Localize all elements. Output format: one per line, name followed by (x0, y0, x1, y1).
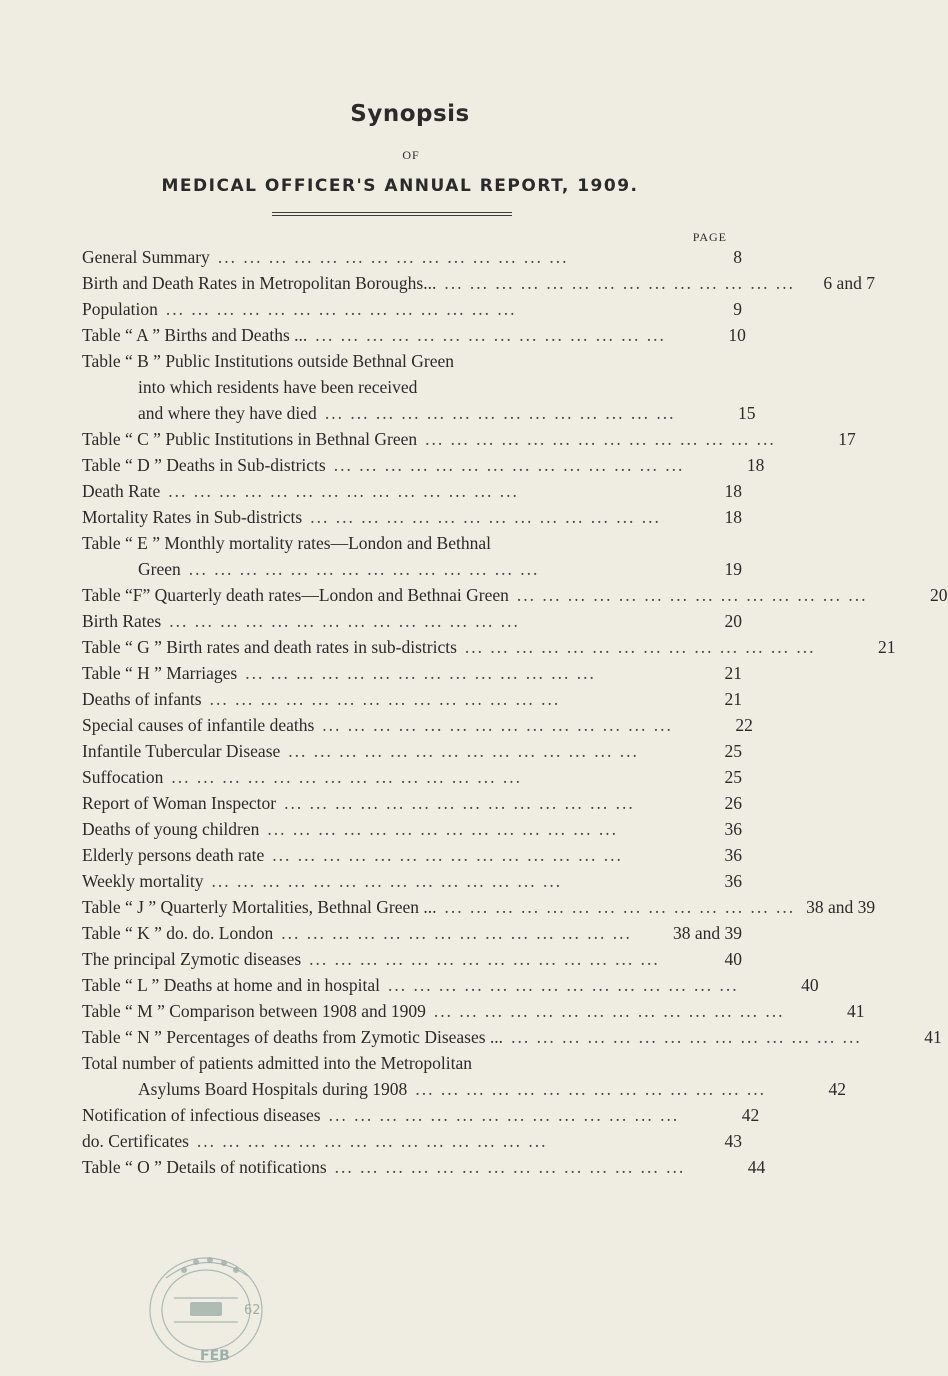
entry-page-number: 10 (728, 325, 746, 345)
contents-entry (82, 637, 896, 663)
contents-entry (82, 793, 742, 819)
contents-entry (82, 819, 742, 845)
entry-page-number: 41 (846, 1001, 865, 1021)
leader-dots: ... ... ... ... ... ... ... ... ... ... ... ... ... ... (444, 897, 796, 917)
entry-title: The principal Zymotic diseases (82, 949, 302, 969)
entry-page-number: 36 (724, 819, 742, 839)
leader-dots: ... ... ... ... ... ... ... ... ... ... ... ... ... ... (171, 767, 522, 787)
entry-page-number: 40 (801, 975, 819, 995)
entry-page-number: 20 (930, 585, 948, 605)
contents-entry (82, 715, 753, 741)
contents-entry (82, 741, 742, 767)
leader-dots: ... ... ... ... ... ... ... ... ... ... ... ... ... ... (415, 1079, 766, 1099)
leader-dots: ... ... ... ... ... ... ... ... ... ... ... ... ... ... (425, 429, 776, 449)
entry-title: Table “ O ” Details of notifications (82, 1157, 327, 1177)
leader-dots: ... ... ... ... ... ... ... ... ... ... ... ... ... ... (516, 585, 868, 605)
entry-title: Total number of patients admitted into the Metropolitan (82, 1053, 473, 1073)
entry-title: Population (82, 299, 158, 319)
leader-dots: ... ... ... ... ... ... ... ... ... ... ... ... ... ... (209, 689, 561, 709)
leader-dots: ... ... ... ... ... ... ... ... ... ... ... ... ... ... (309, 949, 660, 969)
leader-dots: ... ... ... ... ... ... ... ... ... ... ... ... ... ... (211, 871, 563, 891)
leader-dots: ... ... ... ... ... ... ... ... ... ... ... ... ... ... (168, 481, 519, 501)
leader-dots: ... ... ... ... ... ... ... ... ... ... ... ... ... ... (387, 975, 739, 995)
entry-title: Table “F” Quarterly death rates—London and Bethnai Green (82, 585, 509, 605)
contents-entry (82, 351, 756, 429)
entry-title: Deaths of young children (82, 819, 260, 839)
title-rule-bottom (272, 215, 512, 216)
contents-entry (82, 1001, 865, 1027)
entry-title: Weekly mortality (82, 871, 204, 891)
contents-entry (82, 949, 742, 975)
entry-page-number: 40 (724, 949, 742, 969)
entry-title: General Summary (82, 247, 210, 267)
contents-entry (82, 533, 742, 585)
entry-title: and where they have died (138, 403, 317, 423)
entry-title: Table “ C ” Public Institutions in Bethnal Green (82, 429, 418, 449)
title-connector: OF (402, 148, 420, 162)
leader-dots: ... ... ... ... ... ... ... ... ... ... ... ... ... ... (324, 403, 676, 423)
leader-dots: ... ... ... ... ... ... ... ... ... ... ... ... ... ... (288, 741, 639, 761)
contents-entry (82, 429, 856, 455)
contents-entry (82, 611, 742, 637)
entry-page-number: 9 (733, 299, 742, 319)
leader-dots: ... ... ... ... ... ... ... ... ... ... ... ... ... ... (433, 1001, 785, 1021)
report-subtitle: MEDICAL OFFICER'S ANNUAL REPORT, 1909. (161, 176, 639, 196)
entry-title: Table “ L ” Deaths at home and in hospital (82, 975, 380, 995)
entry-page-number: 36 (724, 845, 742, 865)
entry-page-number: 42 (741, 1105, 760, 1125)
entry-title: Birth Rates (82, 611, 162, 631)
contents-entry (82, 273, 875, 299)
entry-page-number: 43 (724, 1131, 742, 1151)
leader-dots: ... ... ... ... ... ... ... ... ... ... ... ... ... ... (272, 845, 623, 865)
entry-page-number: 21 (724, 663, 742, 683)
contents-entry (82, 767, 742, 793)
contents-entry (82, 1053, 846, 1105)
stamp-text: FEB (200, 1348, 230, 1364)
entry-page-number: 25 (724, 741, 742, 761)
contents-entry (82, 507, 742, 533)
entry-page-number: 26 (724, 793, 742, 813)
entry-title: Table “ B ” Public Institutions outside Bethnal Green (82, 351, 455, 371)
entry-title: Table “ E ” Monthly mortality rates—London and Bethnal (82, 533, 491, 553)
entry-title: Table “ H ” Marriages (82, 663, 238, 683)
entry-page-number: 41 (924, 1027, 942, 1047)
stamp-number: 62 (244, 1303, 261, 1318)
contents-entry (82, 1105, 760, 1131)
entry-page-number: 25 (724, 767, 742, 787)
entry-page-number: 36 (724, 871, 742, 891)
leader-dots: ... ... ... ... ... ... ... ... ... ... ... ... ... ... (281, 923, 632, 943)
entry-page-number: 19 (724, 559, 742, 579)
leader-dots: ... ... ... ... ... ... ... ... ... ... ... ... ... ... (165, 299, 517, 319)
leader-dots: ... ... ... ... ... ... ... ... ... ... ... ... ... ... (217, 247, 569, 267)
leader-dots: ... ... ... ... ... ... ... ... ... ... ... ... ... ... (169, 611, 520, 631)
entry-page-number: 44 (747, 1157, 766, 1177)
leader-dots: ... ... ... ... ... ... ... ... ... ... ... ... ... ... (511, 1027, 862, 1047)
entry-page-number: 18 (724, 481, 742, 501)
contents-entry (82, 455, 765, 481)
entry-title: Table “ J ” Quarterly Mortalities, Bethnal Green ... (82, 897, 437, 917)
leader-dots: ... ... ... ... ... ... ... ... ... ... ... ... ... ... (310, 507, 661, 527)
contents-entry (82, 481, 742, 507)
entry-title: Table “ N ” Percentages of deaths from Zymotic Diseases ... (82, 1027, 504, 1047)
entry-page-number: 38 and 39 (806, 897, 876, 917)
leader-dots: ... ... ... ... ... ... ... ... ... ... ... ... ... ... (196, 1131, 548, 1151)
entry-page-number: 6 and 7 (823, 273, 875, 293)
entry-page-number: 18 (746, 455, 765, 475)
leader-dots: ... ... ... ... ... ... ... ... ... ... ... ... ... ... (333, 455, 685, 475)
entry-title: Elderly persons death rate (82, 845, 265, 865)
entry-title: into which residents have been received (138, 377, 418, 397)
entry-title: Notification of infectious diseases (82, 1105, 321, 1125)
entry-title: Asylums Board Hospitals during 1908 (138, 1079, 408, 1099)
entry-title: Report of Woman Inspector (82, 793, 277, 813)
entry-title: Suffocation (82, 767, 164, 787)
entry-page-number: 21 (878, 637, 896, 657)
entry-title: Birth and Death Rates in Metropolitan Boroughs... (82, 273, 437, 293)
contents-entry (82, 871, 742, 897)
library-stamp (144, 1248, 268, 1368)
page-title: Synopsis (350, 101, 470, 127)
entry-title: Green (138, 559, 181, 579)
leader-dots: ... ... ... ... ... ... ... ... ... ... ... ... ... ... (245, 663, 596, 683)
leader-dots: ... ... ... ... ... ... ... ... ... ... ... ... ... ... (444, 273, 795, 293)
entry-page-number: 21 (724, 689, 742, 709)
leader-dots: ... ... ... ... ... ... ... ... ... ... ... ... ... ... (267, 819, 619, 839)
contents-entry (82, 689, 742, 715)
entry-title: Mortality Rates in Sub-districts (82, 507, 303, 527)
contents-entry (82, 923, 742, 949)
contents-entry (82, 663, 742, 689)
page-column-header: PAGE (692, 230, 727, 244)
contents-entry (82, 1027, 942, 1053)
contents-entry (82, 975, 819, 1001)
entry-title: Table “ A ” Births and Deaths ... (82, 325, 308, 345)
title-rule-top (272, 212, 512, 213)
entry-title: Table “ M ” Comparison between 1908 and 1909 (82, 1001, 426, 1021)
entry-page-number: 22 (735, 715, 753, 735)
leader-dots: ... ... ... ... ... ... ... ... ... ... ... ... ... ... (328, 1105, 680, 1125)
entry-title: Table “ K ” do. do. London (82, 923, 274, 943)
contents-entry (82, 247, 742, 273)
leader-dots: ... ... ... ... ... ... ... ... ... ... ... ... ... ... (188, 559, 540, 579)
entry-page-number: 42 (828, 1079, 846, 1099)
contents-entry (82, 585, 948, 611)
entry-page-number: 20 (724, 611, 742, 631)
entry-title: Table “ G ” Birth rates and death rates in sub-districts (82, 637, 457, 657)
contents-entry (82, 325, 746, 351)
entry-page-number: 8 (733, 247, 742, 267)
entry-title: Infantile Tubercular Disease (82, 741, 281, 761)
leader-dots: ... ... ... ... ... ... ... ... ... ... ... ... ... ... (284, 793, 635, 813)
contents-entry (82, 1157, 766, 1183)
contents-entry (82, 897, 876, 923)
entry-title: Deaths of infants (82, 689, 202, 709)
entry-page-number: 18 (724, 507, 742, 527)
contents-entry (82, 299, 742, 325)
leader-dots: ... ... ... ... ... ... ... ... ... ... ... ... ... ... (322, 715, 673, 735)
entry-title: Death Rate (82, 481, 161, 501)
entry-title: Table “ D ” Deaths in Sub-districts (82, 455, 326, 475)
entry-page-number: 38 and 39 (672, 923, 742, 943)
entry-page-number: 17 (838, 429, 856, 449)
entry-title: Special causes of infantile deaths (82, 715, 315, 735)
leader-dots: ... ... ... ... ... ... ... ... ... ... ... ... ... ... (315, 325, 666, 345)
contents-entry (82, 845, 742, 871)
leader-dots: ... ... ... ... ... ... ... ... ... ... ... ... ... ... (464, 637, 816, 657)
contents-entry (82, 1131, 742, 1157)
entry-title: do. Certificates (82, 1131, 189, 1151)
leader-dots: ... ... ... ... ... ... ... ... ... ... ... ... ... ... (334, 1157, 686, 1177)
entry-page-number: 15 (737, 403, 756, 423)
